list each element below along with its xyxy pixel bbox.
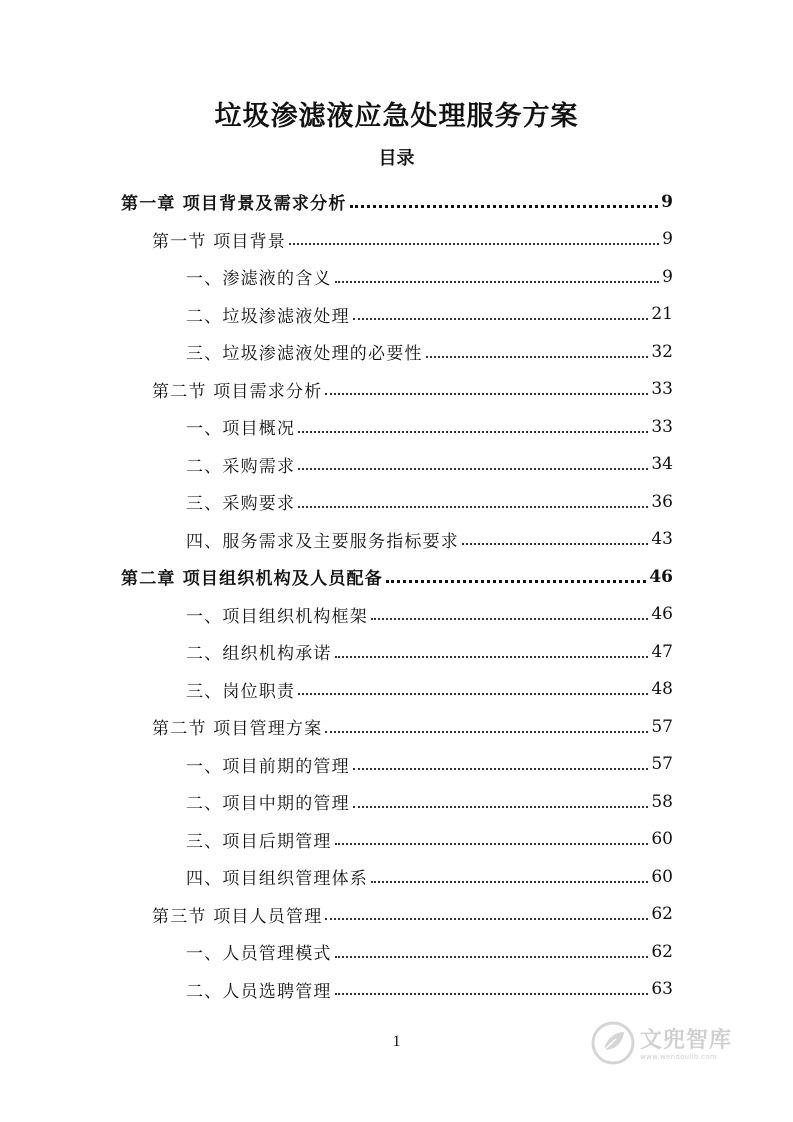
leaf-logo-icon — [590, 1020, 636, 1070]
toc-entry-page: 47 — [651, 641, 673, 662]
toc-entry-page: 33 — [651, 416, 673, 437]
toc-entry-label: 第一节 项目背景 — [152, 231, 287, 252]
toc-entry-label: 三、项目后期管理 — [186, 831, 332, 852]
dot-leader — [371, 618, 648, 620]
dot-leader — [325, 918, 648, 920]
dot-leader — [350, 205, 659, 208]
toc-entry-item[interactable] — [0, 258, 793, 296]
dot-leader — [353, 768, 649, 770]
dot-leader — [289, 243, 659, 245]
toc-entry-label: 四、项目组织管理体系 — [186, 869, 368, 890]
toc-heading: 目录 — [378, 148, 415, 169]
toc-entry-section[interactable] — [0, 896, 793, 934]
toc-entry-label: 一、渗滤液的含义 — [186, 269, 332, 290]
watermark — [590, 1020, 760, 1070]
dot-leader — [335, 281, 660, 283]
toc-entry-label: 四、服务需求及主要服务指标要求 — [186, 531, 459, 552]
toc-entry-item[interactable] — [0, 971, 793, 1009]
toc-entry-label: 一、项目组织机构框架 — [186, 606, 368, 627]
toc-entry-item[interactable] — [0, 671, 793, 709]
dot-leader — [353, 806, 649, 808]
toc-entry-section[interactable] — [0, 371, 793, 409]
toc-entry-item[interactable] — [0, 858, 793, 896]
toc-entry-label: 二、项目中期的管理 — [186, 794, 350, 815]
toc-entry-page: 9 — [661, 191, 673, 212]
toc-entry-page: 60 — [651, 866, 673, 887]
toc-entry-section[interactable] — [0, 221, 793, 259]
dot-leader — [298, 431, 648, 433]
toc-entry-page: 34 — [651, 454, 673, 475]
toc-entry-page: 9 — [662, 229, 673, 250]
toc-entry-page: 46 — [649, 566, 673, 587]
toc-entry-item[interactable] — [0, 596, 793, 634]
toc-entry-item[interactable] — [0, 296, 793, 334]
toc-entry-page: 48 — [651, 679, 673, 700]
dot-leader — [335, 656, 649, 658]
toc-entry-label: 三、垃圾渗滤液处理的必要性 — [186, 344, 423, 365]
dot-leader — [325, 393, 648, 395]
toc-entry-item[interactable] — [0, 821, 793, 859]
toc-entry-item[interactable] — [0, 483, 793, 521]
toc-entry-page: 36 — [651, 491, 673, 512]
toc-entry-label: 第二章 项目组织机构及人员配备 — [121, 569, 383, 590]
toc-entry-item[interactable] — [0, 783, 793, 821]
toc-entry-item[interactable] — [0, 633, 793, 671]
toc-entry-label: 第一章 项目背景及需求分析 — [121, 194, 347, 215]
toc-entry-label: 二、采购需求 — [186, 456, 296, 477]
toc-entry-item[interactable] — [0, 333, 793, 371]
toc-entry-page: 57 — [651, 754, 673, 775]
dot-leader — [335, 956, 649, 958]
dot-leader — [335, 993, 649, 995]
document-title: 垃圾渗滤液应急处理服务方案 — [214, 101, 579, 132]
toc-entry-page: 60 — [651, 829, 673, 850]
dot-leader — [426, 356, 649, 358]
toc-entry-page: 43 — [651, 529, 673, 550]
toc-entry-item[interactable] — [0, 933, 793, 971]
toc-entry-page: 57 — [651, 716, 673, 737]
toc-entry-page: 9 — [662, 266, 673, 287]
dot-leader — [298, 693, 648, 695]
toc-entry-label: 二、人员选聘管理 — [186, 981, 332, 1002]
toc-entry-label: 第二节 项目管理方案 — [152, 719, 323, 740]
toc-entry-label: 一、人员管理模式 — [186, 944, 332, 965]
toc-entry-page: 58 — [651, 791, 673, 812]
dot-leader — [371, 881, 648, 883]
dot-leader — [462, 543, 648, 545]
toc-entry-label: 一、项目概况 — [186, 419, 296, 440]
page-number: 1 — [392, 1033, 401, 1050]
toc-entry-label: 二、组织机构承诺 — [186, 644, 332, 665]
toc-entry-label: 三、采购要求 — [186, 494, 296, 515]
toc-entry-item[interactable] — [0, 746, 793, 784]
toc-entry-chapter-1[interactable] — [0, 183, 793, 221]
toc-entry-page: 21 — [651, 304, 673, 325]
toc-entry-page: 46 — [651, 604, 673, 625]
toc-entry-page: 63 — [651, 979, 673, 1000]
dot-leader — [335, 843, 649, 845]
watermark-url: www.wendoulib.com — [640, 1052, 717, 1061]
watermark-name: 文兜智库 — [640, 1027, 733, 1053]
toc-entry-label: 一、项目前期的管理 — [186, 756, 350, 777]
dot-leader — [325, 731, 648, 733]
toc-entry-item[interactable] — [0, 408, 793, 446]
toc-entry-page: 62 — [651, 941, 673, 962]
table-of-contents — [0, 183, 793, 1008]
toc-entry-page: 32 — [651, 341, 673, 362]
toc-entry-label: 第三节 项目人员管理 — [152, 906, 323, 927]
toc-entry-item[interactable] — [0, 446, 793, 484]
dot-leader — [298, 506, 648, 508]
toc-entry-label: 三、岗位职责 — [186, 681, 296, 702]
toc-entry-page: 62 — [651, 904, 673, 925]
toc-entry-section[interactable] — [0, 708, 793, 746]
toc-entry-chapter-2[interactable] — [0, 558, 793, 596]
dot-leader — [298, 468, 648, 470]
toc-entry-label: 二、垃圾渗滤液处理 — [186, 306, 350, 327]
toc-entry-page: 33 — [651, 379, 673, 400]
toc-entry-label: 第二节 项目需求分析 — [152, 381, 323, 402]
dot-leader — [386, 580, 646, 583]
dot-leader — [353, 318, 649, 320]
toc-entry-item[interactable] — [0, 521, 793, 559]
